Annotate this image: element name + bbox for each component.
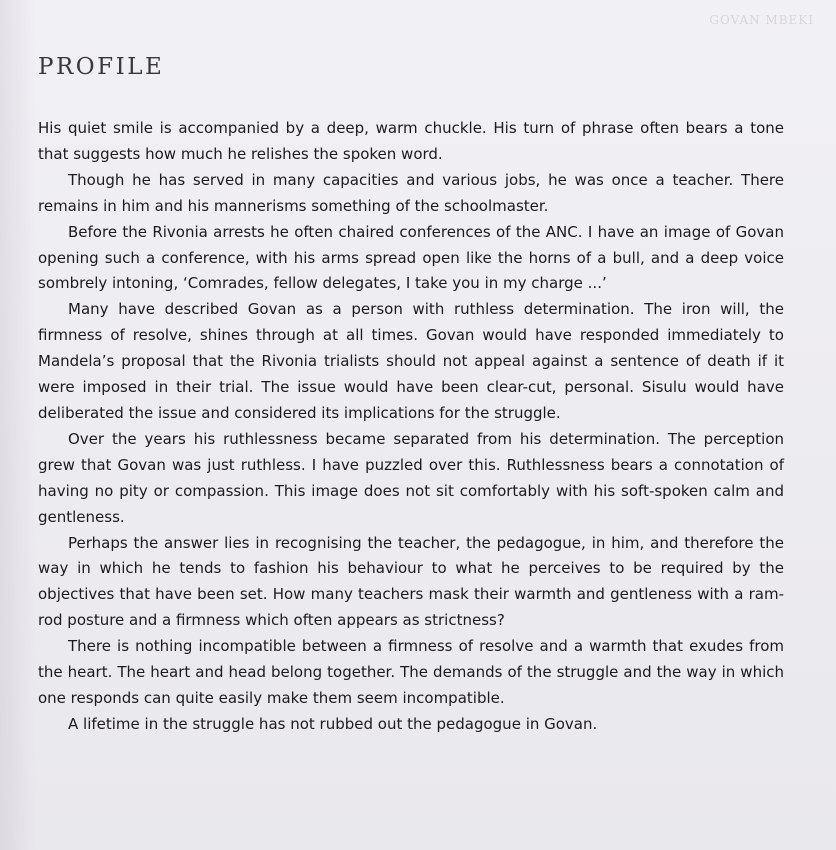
paragraph-5: Over the years his ruthlessness became separated from his determination. The perception grew that Govan was just ruthless. I have puzzled over this. Ruthlessness bears a connotation of having no pity or compassion. This image does not sit comfortably with his soft-spoken calm and gentleness. bbox=[38, 429, 784, 526]
paragraph-3: Before the Rivonia arrests he often chaired conferences of the ANC. I have an image of Govan opening such a conference, with his arms spread open like the horns of a bull, and a deep voice sombrely intoning, ‘Comrades, fellow delegates, I take you in my charge ...’ bbox=[38, 222, 784, 293]
paragraph-2: Though he has served in many capacities and various jobs, he was once a teacher. There remains in him and his mannerisms something of the schoolmaster. bbox=[38, 170, 784, 215]
paragraph-7: There is nothing incompatible between a firmness of resolve and a warmth that exudes from the heart. The heart and head belong together. The demands of the struggle and the way in which one responds can quite easily make them seem incompatible. bbox=[38, 637, 784, 707]
paragraph-4: Many have described Govan as a person with ruthless determination. The iron will, the firmness of resolve, shines through at all times. Govan would have responded immediately to Mandela’s proposal that the Rivonia trialists should not appeal against a sentence of death if it were imposed in their trial. The issue would have been clear-cut, personal. Sisulu would have deliberated the issue and considered its implications for the struggle. bbox=[38, 300, 784, 422]
paragraph-8: A lifetime in the struggle has not rubbed out the pedagogue in Govan. bbox=[68, 714, 598, 733]
profile-body bbox=[38, 116, 784, 738]
paragraph-1: His quiet smile is accompanied by a deep, warm chuckle. His turn of phrase often bears a tone that suggests how much he relishes the spoken word. bbox=[38, 119, 784, 163]
paragraph-6: Perhaps the answer lies in recognising the teacher, the pedagogue, in him, and therefore the way in which he tends to fashion his behaviour to what he perceives to be required by the objectives that have been set. How many teachers mask their warmth and gentleness with a ram-rod posture and a firmness which often appears as strictness? bbox=[38, 533, 784, 630]
section-title: PROFILE bbox=[38, 54, 165, 80]
page-gutter-shadow bbox=[0, 0, 36, 850]
running-head: GOVAN MBEKI bbox=[709, 13, 814, 27]
